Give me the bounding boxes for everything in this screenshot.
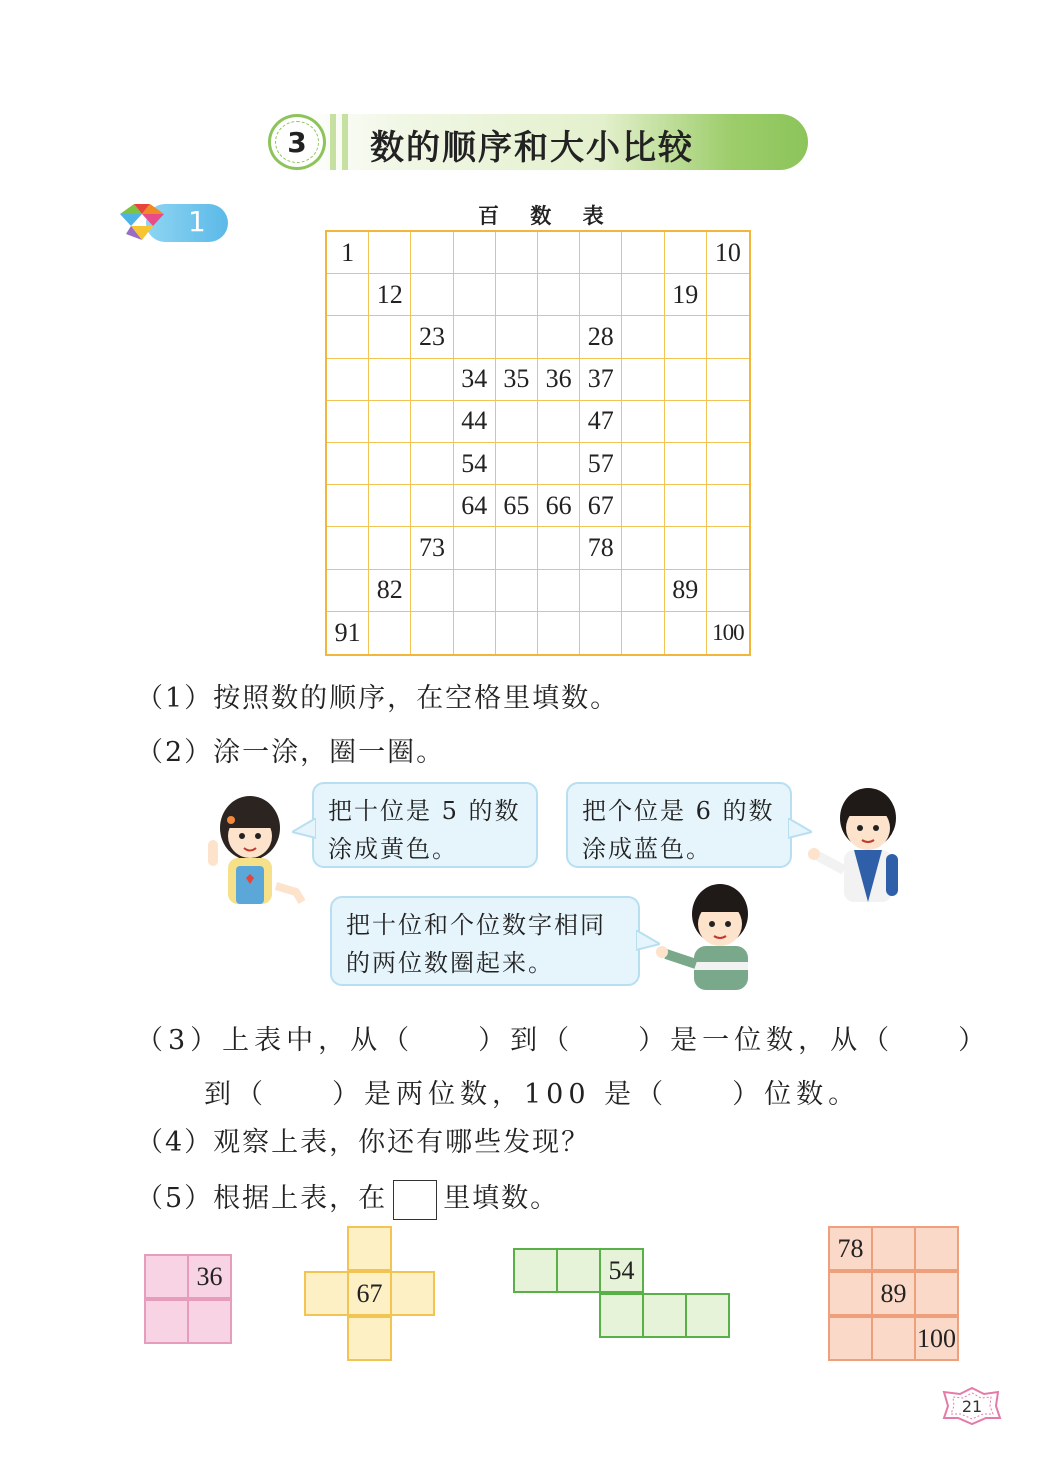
chart-cell[interactable]: 34	[454, 359, 496, 401]
chart-cell[interactable]	[707, 485, 749, 527]
chart-cell[interactable]: 64	[454, 485, 496, 527]
chart-cell[interactable]: 36	[538, 359, 580, 401]
chart-cell[interactable]	[622, 612, 664, 654]
fragment-cell[interactable]	[513, 1248, 558, 1293]
chart-cell[interactable]	[707, 570, 749, 612]
boy1-bubble-line-1: 把个位是 6 的数	[582, 797, 775, 825]
fragment-cell[interactable]	[556, 1248, 601, 1293]
chart-cell[interactable]	[622, 359, 664, 401]
chart-cell[interactable]	[369, 359, 411, 401]
chart-cell[interactable]	[454, 570, 496, 612]
chart-cell[interactable]: 19	[665, 274, 707, 316]
chart-cell[interactable]	[538, 274, 580, 316]
fragment-cell[interactable]	[914, 1271, 959, 1316]
chart-cell[interactable]	[496, 316, 538, 358]
chart-cell[interactable]: 57	[580, 443, 622, 485]
chart-cell[interactable]	[369, 612, 411, 654]
boy1-illustration	[808, 784, 908, 906]
chart-cell[interactable]	[665, 485, 707, 527]
chart-cell[interactable]	[369, 316, 411, 358]
question-5-text-before: （5）根据上表，在	[136, 1183, 388, 1214]
fragment-cell[interactable]	[685, 1293, 730, 1338]
chart-cell[interactable]	[538, 443, 580, 485]
chart-cell[interactable]	[327, 527, 369, 569]
chart-cell[interactable]	[538, 316, 580, 358]
chart-cell[interactable]	[496, 612, 538, 654]
hundred-chart	[325, 230, 751, 656]
chart-cell[interactable]: 82	[369, 570, 411, 612]
chart-cell[interactable]	[369, 232, 411, 274]
question-5-text-after: 里填数。	[443, 1183, 560, 1214]
girl-illustration	[200, 790, 310, 908]
section-banner	[268, 114, 808, 170]
chart-cell[interactable]: 78	[580, 527, 622, 569]
chart-cell[interactable]	[496, 443, 538, 485]
chart-cell[interactable]	[327, 316, 369, 358]
chart-cell[interactable]: 28	[580, 316, 622, 358]
chart-cell[interactable]: 100	[712, 619, 744, 645]
chart-cell[interactable]	[665, 359, 707, 401]
chart-cell[interactable]	[580, 612, 622, 654]
chart-cell[interactable]	[538, 401, 580, 443]
chart-cell[interactable]: 37	[580, 359, 622, 401]
example-number: 1	[188, 205, 206, 238]
chart-cell[interactable]	[369, 401, 411, 443]
chart-cell[interactable]: 89	[665, 570, 707, 612]
chart-cell[interactable]	[707, 274, 749, 316]
girl-bubble-line-2: 涂成黄色。	[328, 835, 458, 863]
chart-cell[interactable]	[707, 359, 749, 401]
page-number: 21	[961, 1396, 983, 1416]
chart-cell[interactable]: 54	[454, 443, 496, 485]
chart-cell[interactable]	[496, 274, 538, 316]
fragment-cell[interactable]	[187, 1299, 232, 1344]
answer-box-example	[393, 1180, 437, 1220]
fragment-cell[interactable]: 67	[347, 1271, 392, 1316]
chart-cell[interactable]	[538, 612, 580, 654]
chart-cell[interactable]	[411, 485, 453, 527]
boy1-speech-bubble	[566, 782, 792, 868]
chart-cell[interactable]	[327, 359, 369, 401]
chart-cell[interactable]	[538, 232, 580, 274]
chart-cell[interactable]	[707, 443, 749, 485]
chart-cell[interactable]: 66	[538, 485, 580, 527]
chart-cell[interactable]: 44	[454, 401, 496, 443]
chart-cell[interactable]	[411, 570, 453, 612]
chart-cell[interactable]	[665, 401, 707, 443]
fragment-cell[interactable]: 54	[599, 1248, 644, 1293]
chart-cell[interactable]	[622, 527, 664, 569]
chart-cell[interactable]: 67	[580, 485, 622, 527]
chart-cell[interactable]	[327, 570, 369, 612]
chart-cell[interactable]	[622, 232, 664, 274]
chart-cell[interactable]	[411, 232, 453, 274]
fragment-cell[interactable]	[144, 1254, 189, 1299]
fragment-cell[interactable]	[390, 1271, 435, 1316]
tangram-icon	[116, 200, 168, 244]
chart-title: 百 数 表	[478, 204, 616, 228]
chart-cell[interactable]	[665, 232, 707, 274]
chart-cell[interactable]	[538, 527, 580, 569]
chart-cell[interactable]	[327, 485, 369, 527]
fragment-cell[interactable]	[828, 1271, 873, 1316]
chart-cell[interactable]	[327, 443, 369, 485]
fragment-cell[interactable]	[144, 1299, 189, 1344]
girl-bubble-line-1: 把十位是 5 的数	[328, 797, 521, 825]
question-1: （1）按照数的顺序，在空格里填数。	[136, 683, 620, 714]
chart-cell[interactable]	[327, 274, 369, 316]
chart-cell[interactable]: 12	[369, 274, 411, 316]
girl-bubble-tail	[292, 818, 316, 840]
chart-cell[interactable]	[707, 316, 749, 358]
chart-cell[interactable]	[538, 570, 580, 612]
fragment-cell[interactable]	[871, 1226, 916, 1271]
girl-speech-bubble	[312, 782, 538, 868]
fragment-cell[interactable]	[914, 1226, 959, 1271]
chart-cell[interactable]	[622, 570, 664, 612]
section-number: 3	[268, 114, 326, 170]
chart-cell[interactable]	[496, 527, 538, 569]
example-badge	[116, 200, 228, 244]
chart-cell[interactable]	[411, 401, 453, 443]
fragment-cell[interactable]: 89	[871, 1271, 916, 1316]
chart-cell[interactable]	[665, 527, 707, 569]
chart-cell[interactable]	[665, 316, 707, 358]
chart-cell[interactable]	[665, 443, 707, 485]
fragment-cell[interactable]	[304, 1271, 349, 1316]
chart-cell[interactable]: 47	[580, 401, 622, 443]
chart-cell[interactable]	[369, 443, 411, 485]
chart-cell[interactable]	[665, 612, 707, 654]
chart-cell[interactable]	[454, 316, 496, 358]
chart-cell[interactable]	[369, 527, 411, 569]
chart-cell[interactable]: 23	[411, 316, 453, 358]
fragment-cell[interactable]	[642, 1293, 687, 1338]
fragment-cell[interactable]	[347, 1316, 392, 1361]
fragment-cell[interactable]: 78	[828, 1226, 873, 1271]
chart-cell[interactable]: 35	[496, 359, 538, 401]
question-3-line-1: （3）上表中，从（ ）到（ ）是一位数，从（ ）	[136, 1025, 991, 1056]
chart-cell[interactable]	[411, 274, 453, 316]
chart-cell[interactable]	[327, 401, 369, 443]
chart-cell[interactable]	[707, 527, 749, 569]
chart-cell[interactable]	[411, 359, 453, 401]
fragment-cell[interactable]	[599, 1293, 644, 1338]
chart-cell[interactable]	[707, 401, 749, 443]
boy2-illustration	[654, 880, 758, 992]
chart-cell[interactable]	[454, 274, 496, 316]
chart-cell[interactable]: 10	[707, 232, 749, 274]
fragment-cell[interactable]	[871, 1316, 916, 1361]
chart-cell[interactable]: 65	[496, 485, 538, 527]
chart-cell[interactable]	[496, 570, 538, 612]
question-2: （2）涂一涂，圈一圈。	[136, 737, 446, 768]
chart-cell[interactable]	[580, 274, 622, 316]
boy2-speech-bubble	[330, 896, 640, 986]
boy2-bubble-line-1: 把十位和个位数字相同	[346, 911, 606, 939]
fragment-cell[interactable]: 100	[914, 1316, 959, 1361]
chart-cell[interactable]: 91	[327, 612, 369, 654]
chart-cell[interactable]: 73	[411, 527, 453, 569]
question-3-line-2: 到（ ）是两位数，100 是（ ）位数。	[204, 1079, 861, 1110]
chart-cell[interactable]	[454, 232, 496, 274]
question-5	[136, 1176, 559, 1220]
boy1-bubble-line-2: 涂成蓝色。	[582, 835, 712, 863]
chart-cell[interactable]	[411, 612, 453, 654]
chart-cell[interactable]	[622, 443, 664, 485]
chart-cell[interactable]	[369, 485, 411, 527]
fragment-cell[interactable]	[347, 1226, 392, 1271]
chart-cell[interactable]	[580, 570, 622, 612]
chart-cell[interactable]	[454, 612, 496, 654]
chart-cell[interactable]	[622, 274, 664, 316]
chart-cell[interactable]	[622, 316, 664, 358]
chart-cell[interactable]	[580, 232, 622, 274]
page-number-badge	[940, 1384, 1004, 1428]
banner-stripes	[330, 114, 350, 170]
section-title: 数的顺序和大小比较	[370, 128, 694, 168]
question-4: （4）观察上表，你还有哪些发现？	[136, 1127, 591, 1158]
fragment-cell[interactable]	[828, 1316, 873, 1361]
chart-cell[interactable]	[496, 232, 538, 274]
fragment-cell[interactable]: 36	[187, 1254, 232, 1299]
chart-cell[interactable]	[454, 527, 496, 569]
chart-cell[interactable]	[622, 485, 664, 527]
chart-cell[interactable]: 1	[327, 232, 369, 274]
boy2-bubble-line-2: 的两位数圈起来。	[346, 949, 554, 977]
chart-cell[interactable]	[622, 401, 664, 443]
chart-cell[interactable]	[496, 401, 538, 443]
chart-cell[interactable]	[411, 443, 453, 485]
